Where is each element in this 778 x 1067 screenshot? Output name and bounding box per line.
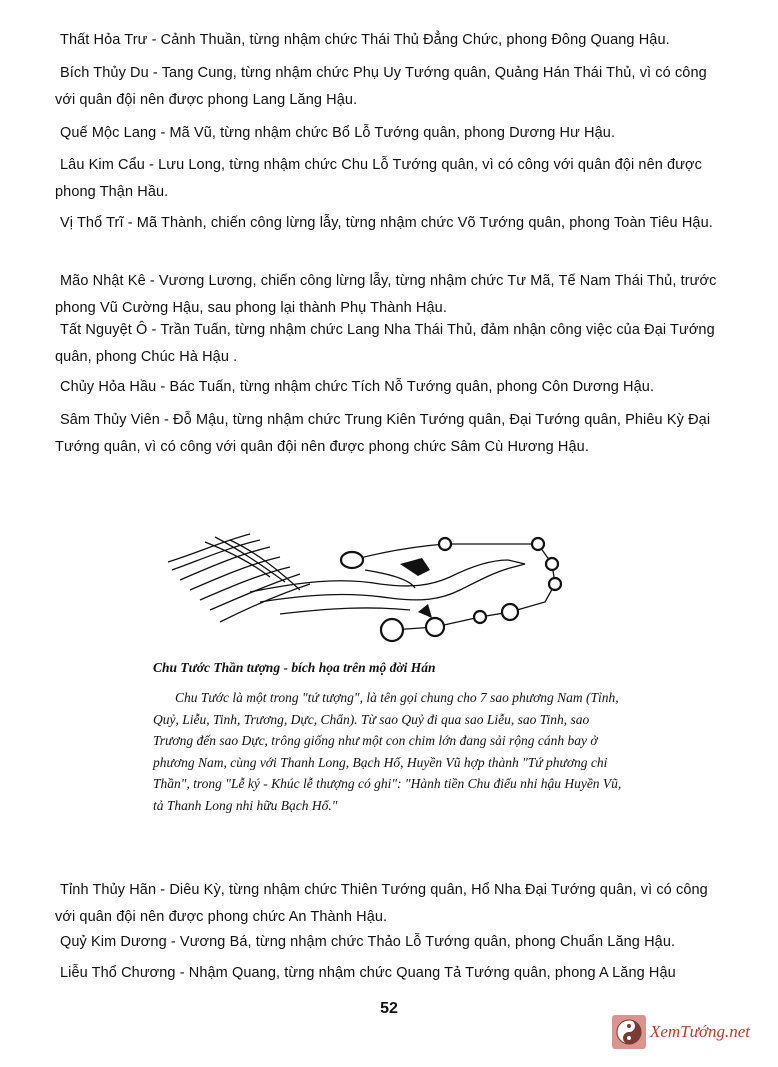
watermark — [612, 1014, 772, 1050]
paragraph-vi-tho-tri: Vị Thổ Trĩ - Mã Thành, chiến công lừng lẫy, từng nhậm chức Võ Tướng quân, phong Toàn Tiêu Hậu. — [60, 215, 713, 231]
paragraph-that-hoa-tru: Thất Hỏa Trư - Cảnh Thuần, từng nhậm chức Thái Thủ Đẳng Chức, phong Đông Quang Hậu. — [60, 32, 670, 48]
paragraph-quy-kim-duong: Quỷ Kim Dương - Vương Bá, từng nhậm chức Thảo Lỗ Tướng quân, phong Chuẩn Lăng Hậu. — [60, 934, 676, 950]
figure-caption-body: Chu Tước là một trong "tứ tượng", là tên gọi chung cho 7 sao phương Nam (Tỉnh, Quỷ, Liễu, Tinh, Trương, Dực, Chẩn). Từ sao Quỷ đi qua sao Liễu, sao Tinh, sao Trương đến sao Dực, trông giống như một con chim lớn đang sải rộng cánh bay ở phương Nam, cùng với Thanh Long, Bạch Hổ, Huyền Vũ hợp thành "Tứ phương chi Thần", trong "Lễ ký - Khúc lễ thượng có ghi": "Hành tiền Chu điểu nhi hậu Huyền Vũ, tả Thanh Long nhi hữu Bạch Hổ." — [153, 690, 622, 813]
paragraph-sam-thuy-vien: Sâm Thủy Viên - Đỗ Mậu, từng nhậm chức Trung Kiên Tướng quân, Đại Tướng quân, Phiêu Kỳ Đại Tướng quân, vì có công với quân đội nên được phong chức Sâm Cù Hương Hậu. — [55, 412, 711, 455]
paragraph-mao-nhat-ke: Mão Nhật Kê - Vương Lương, chiến công lừng lẫy, từng nhậm chức Tư Mã, Tế Nam Thái Thủ, trước phong Vũ Cường Hậu, sau phong lại thành Phụ Thành Hậu. — [55, 273, 717, 316]
paragraph-chuy-hoa-hau: Chủy Hỏa Hầu - Bác Tuấn, từng nhậm chức Tích Nỗ Tướng quân, phong Côn Dương Hậu. — [60, 379, 655, 395]
paragraph-tinh-thuy-han: Tỉnh Thủy Hãn - Diêu Kỳ, từng nhậm chức Thiên Tướng quân, Hổ Nha Đại Tướng quân, vì có công với quân đội nên được phong chức An Thành Hậu. — [55, 882, 708, 925]
yin-yang-icon — [612, 1015, 646, 1049]
paragraph-tat-nguyet-o: Tất Nguyệt Ô - Trần Tuấn, từng nhậm chức Lang Nha Thái Thủ, đảm nhận công việc của Đại Tướng quân, phong Chúc Hà Hậu . — [55, 322, 715, 365]
chu-tuoc-mural-illustration — [160, 522, 590, 647]
figure-caption-title: Chu Tước Thần tượng - bích họa trên mộ đời Hán — [153, 660, 436, 675]
paragraph-lieu-tho-chuong: Liễu Thổ Chương - Nhậm Quang, từng nhậm chức Quang Tả Tướng quân, phong A Lăng Hậu — [60, 965, 676, 981]
paragraph-que-moc-lang: Quế Mộc Lang - Mã Vũ, từng nhậm chức Bổ Lỗ Tướng quân, phong Dương Hư Hậu. — [60, 125, 616, 141]
page-number: 52 — [380, 1000, 398, 1017]
paragraph-lau-kim-cau: Lâu Kim Cẩu - Lưu Long, từng nhậm chức Chu Lỗ Tướng quân, vì có công với quân đội nên được phong Thận Hầu. — [55, 157, 702, 200]
paragraph-bich-thuy-du: Bích Thủy Du - Tang Cung, từng nhậm chức Phụ Uy Tướng quân, Quảng Hán Thái Thủ, vì có công với quân đội nên được phong Lang Lăng Hậu. — [55, 65, 707, 108]
watermark-text: XemTướng.net — [650, 1022, 751, 1041]
